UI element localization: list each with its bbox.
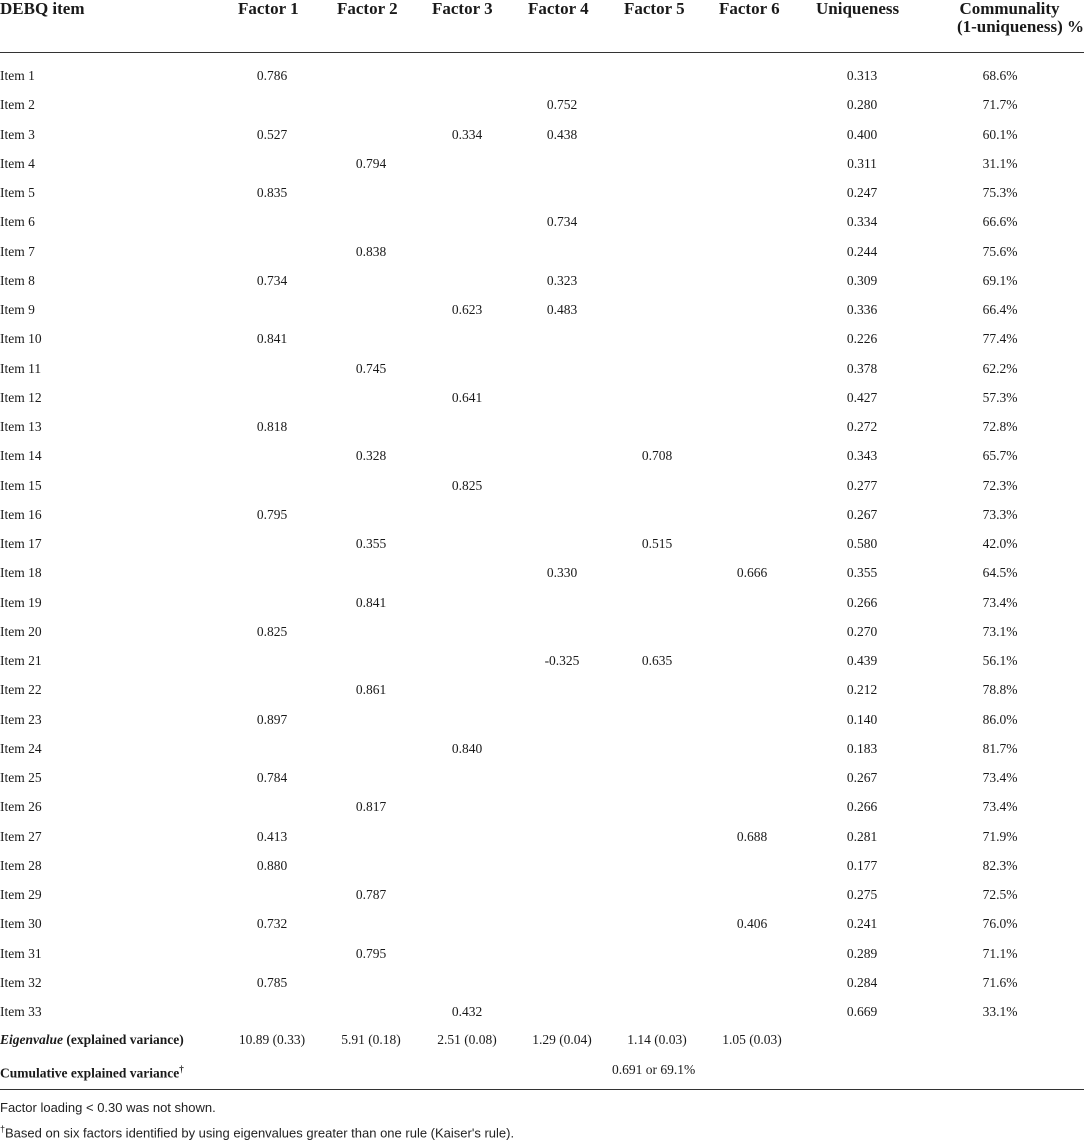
row-item-label: Item 8 — [0, 272, 35, 288]
communality-cell: 65.7% — [982, 448, 1018, 464]
table-row — [0, 909, 1084, 938]
table-row — [0, 295, 1084, 324]
table-row — [0, 149, 1084, 178]
eigenvalue-f5: 1.14 (0.03) — [627, 1032, 687, 1048]
communality-cell: 73.4% — [982, 770, 1018, 785]
loading-cell: 0.825 — [451, 477, 483, 493]
header-communality — [935, 0, 1084, 36]
table-row — [0, 939, 1084, 968]
uniqueness-cell: 0.280 — [846, 97, 878, 113]
footnote-2: †Based on six factors identified by using eigenvalues greater than one rule (Kaiser's rule). — [0, 1123, 515, 1140]
loading-cell: 0.825 — [256, 623, 288, 639]
loading-cell: 0.838 — [355, 243, 387, 259]
row-item-label: Item 27 — [0, 828, 42, 844]
communality-cell: 73.4% — [982, 594, 1018, 610]
loading-cell: 0.666 — [736, 565, 768, 581]
loading-cell: 0.355 — [355, 536, 387, 551]
uniqueness-cell: 0.309 — [846, 272, 878, 288]
eigenvalue-row — [0, 1025, 1084, 1054]
communality-cell: 71.1% — [982, 945, 1018, 961]
row-item-label: Item 23 — [0, 711, 42, 727]
table-row — [0, 120, 1084, 149]
eigenvalue-label: Eigenvalue (explained variance) — [0, 1032, 184, 1048]
uniqueness-cell: 0.284 — [846, 974, 878, 990]
communality-cell: 56.1% — [982, 653, 1018, 668]
communality-cell: 75.3% — [982, 185, 1018, 200]
header-factor-5: Factor 5 — [624, 0, 685, 18]
table-row — [0, 266, 1084, 295]
loading-cell: 0.334 — [451, 126, 483, 142]
cumulative-value: 0.691 or 69.1% — [612, 1061, 696, 1077]
loading-cell: 0.841 — [355, 594, 387, 610]
communality-cell: 77.4% — [982, 331, 1018, 347]
loading-cell: 0.406 — [736, 916, 768, 932]
footnote-1: Factor loading < 0.30 was not shown. — [0, 1099, 216, 1115]
row-item-label: Item 10 — [0, 331, 42, 347]
table-row — [0, 412, 1084, 441]
table-header — [0, 0, 1084, 53]
table-row — [0, 354, 1084, 383]
uniqueness-cell: 0.400 — [846, 126, 878, 142]
loading-cell: 0.413 — [256, 828, 288, 844]
loading-cell: 0.787 — [355, 887, 387, 902]
uniqueness-cell: 0.277 — [846, 477, 878, 493]
loading-cell: 0.794 — [355, 155, 387, 171]
cumulative-row — [0, 1055, 1084, 1084]
loading-cell: 0.861 — [355, 682, 387, 698]
eigenvalue-f4: 1.29 (0.04) — [532, 1032, 592, 1048]
uniqueness-cell: 0.267 — [846, 506, 878, 522]
eigenvalue-f2: 5.91 (0.18) — [341, 1032, 401, 1048]
table-row — [0, 646, 1084, 675]
communality-cell: 73.3% — [982, 506, 1018, 522]
table-row — [0, 792, 1084, 821]
loading-cell: 0.840 — [451, 740, 483, 756]
communality-cell: 71.9% — [982, 828, 1018, 844]
communality-cell: 81.7% — [982, 740, 1018, 756]
row-item-label: Item 12 — [0, 389, 42, 405]
eigenvalue-f6: 1.05 (0.03) — [722, 1032, 782, 1048]
header-uniqueness: Uniqueness — [816, 0, 900, 18]
row-item-label: Item 28 — [0, 857, 42, 873]
loading-cell: 0.752 — [546, 97, 578, 113]
table-row — [0, 471, 1084, 500]
table-row — [0, 237, 1084, 266]
uniqueness-cell: 0.334 — [846, 214, 878, 230]
row-item-label: Item 21 — [0, 653, 42, 668]
table-row — [0, 851, 1084, 880]
table-row — [0, 90, 1084, 119]
communality-cell: 73.4% — [982, 799, 1018, 815]
loading-cell: 0.328 — [355, 448, 387, 464]
uniqueness-cell: 0.281 — [846, 828, 878, 844]
loading-cell: 0.784 — [256, 770, 288, 785]
header-factor-6: Factor 6 — [719, 0, 780, 18]
row-item-label: Item 14 — [0, 448, 42, 464]
table-row — [0, 997, 1084, 1026]
uniqueness-cell: 0.427 — [846, 389, 878, 405]
uniqueness-cell: 0.212 — [846, 682, 878, 698]
loading-cell: 0.734 — [546, 214, 578, 230]
row-item-label: Item 4 — [0, 155, 35, 171]
header-factor-4: Factor 4 — [528, 0, 589, 18]
communality-cell: 72.5% — [982, 887, 1018, 902]
loading-cell: 0.745 — [355, 360, 387, 376]
table-row — [0, 675, 1084, 704]
uniqueness-cell: 0.439 — [846, 653, 878, 668]
table-row — [0, 324, 1084, 353]
uniqueness-cell: 0.669 — [846, 1004, 878, 1019]
communality-cell: 66.4% — [982, 302, 1018, 317]
uniqueness-cell: 0.313 — [846, 68, 878, 83]
uniqueness-cell: 0.244 — [846, 243, 878, 259]
row-item-label: Item 3 — [0, 126, 35, 142]
header-item: DEBQ item — [0, 0, 85, 18]
table-bottom-rule — [0, 1089, 1084, 1090]
communality-cell: 82.3% — [982, 857, 1018, 873]
loading-cell: 0.795 — [355, 945, 387, 961]
communality-cell: 78.8% — [982, 682, 1018, 698]
header-factor-1: Factor 1 — [238, 0, 299, 18]
row-item-label: Item 13 — [0, 419, 42, 434]
eigenvalue-f1: 10.89 (0.33) — [238, 1032, 306, 1048]
loading-cell: 0.688 — [736, 828, 768, 844]
header-factor-3: Factor 3 — [432, 0, 493, 18]
uniqueness-cell: 0.183 — [846, 740, 878, 756]
table-row — [0, 529, 1084, 558]
loading-cell: 0.817 — [355, 799, 387, 815]
loading-cell: 0.438 — [546, 126, 578, 142]
row-item-label: Item 19 — [0, 594, 42, 610]
loading-cell: 0.483 — [546, 302, 578, 317]
communality-cell: 31.1% — [982, 155, 1018, 171]
communality-cell: 72.3% — [982, 477, 1018, 493]
communality-cell: 57.3% — [982, 389, 1018, 405]
uniqueness-cell: 0.241 — [846, 916, 878, 932]
table-row — [0, 734, 1084, 763]
row-item-label: Item 11 — [0, 360, 42, 376]
table-row — [0, 178, 1084, 207]
table-row — [0, 617, 1084, 646]
uniqueness-cell: 0.267 — [846, 770, 878, 785]
row-item-label: Item 6 — [0, 214, 35, 230]
loading-cell: 0.330 — [546, 565, 578, 581]
uniqueness-cell: 0.272 — [846, 419, 878, 434]
loading-cell: 0.515 — [641, 536, 673, 551]
communality-cell: 60.1% — [982, 126, 1018, 142]
loading-cell: 0.897 — [256, 711, 288, 727]
loading-cell: 0.785 — [256, 974, 288, 990]
uniqueness-cell: 0.226 — [846, 331, 878, 347]
table-row — [0, 441, 1084, 470]
row-item-label: Item 9 — [0, 302, 35, 317]
eigenvalue-f3: 2.51 (0.08) — [437, 1032, 497, 1048]
row-item-label: Item 18 — [0, 565, 42, 581]
uniqueness-cell: 0.289 — [846, 945, 878, 961]
communality-cell: 86.0% — [982, 711, 1018, 727]
header-communality-line1: Communality — [959, 0, 1060, 18]
loading-cell: 0.786 — [256, 68, 288, 83]
header-communality-line2: (1-uniqueness) % — [956, 17, 1084, 36]
communality-cell: 73.1% — [982, 623, 1018, 639]
communality-cell: 71.6% — [982, 974, 1018, 990]
row-item-label: Item 20 — [0, 623, 42, 639]
row-item-label: Item 15 — [0, 477, 42, 493]
uniqueness-cell: 0.266 — [846, 594, 878, 610]
loading-cell: 0.880 — [256, 857, 288, 873]
uniqueness-cell: 0.177 — [846, 857, 878, 873]
communality-cell: 42.0% — [982, 536, 1018, 551]
uniqueness-cell: 0.580 — [846, 536, 878, 551]
uniqueness-cell: 0.336 — [846, 302, 878, 317]
row-item-label: Item 2 — [0, 97, 35, 113]
uniqueness-cell: 0.247 — [846, 185, 878, 200]
loading-cell: -0.325 — [544, 653, 580, 668]
row-item-label: Item 25 — [0, 770, 42, 785]
table-row — [0, 588, 1084, 617]
table-row — [0, 705, 1084, 734]
table-row — [0, 822, 1084, 851]
row-item-label: Item 1 — [0, 68, 35, 83]
table-row — [0, 207, 1084, 236]
table-row — [0, 763, 1084, 792]
uniqueness-cell: 0.355 — [846, 565, 878, 581]
loading-cell: 0.623 — [451, 302, 483, 317]
row-item-label: Item 5 — [0, 185, 35, 200]
table-row — [0, 880, 1084, 909]
loading-cell: 0.635 — [641, 653, 673, 668]
communality-cell: 76.0% — [982, 916, 1018, 932]
loading-cell: 0.641 — [451, 389, 483, 405]
row-item-label: Item 29 — [0, 887, 42, 902]
loading-cell: 0.818 — [256, 419, 288, 434]
loading-cell: 0.835 — [256, 185, 288, 200]
communality-cell: 62.2% — [982, 360, 1018, 376]
communality-cell: 33.1% — [982, 1004, 1018, 1019]
communality-cell: 69.1% — [982, 272, 1018, 288]
loading-cell: 0.841 — [256, 331, 288, 347]
uniqueness-cell: 0.275 — [846, 887, 878, 902]
communality-cell: 71.7% — [982, 97, 1018, 113]
loading-cell: 0.323 — [546, 272, 578, 288]
header-factor-2: Factor 2 — [337, 0, 398, 18]
loading-cell: 0.795 — [256, 506, 288, 522]
row-item-label: Item 16 — [0, 506, 42, 522]
loading-cell: 0.734 — [256, 272, 288, 288]
table-row — [0, 383, 1084, 412]
row-item-label: Item 22 — [0, 682, 42, 698]
communality-cell: 75.6% — [982, 243, 1018, 259]
uniqueness-cell: 0.270 — [846, 623, 878, 639]
table-row — [0, 968, 1084, 997]
loading-cell: 0.432 — [451, 1004, 483, 1019]
row-item-label: Item 17 — [0, 536, 42, 551]
communality-cell: 72.8% — [982, 419, 1018, 434]
uniqueness-cell: 0.378 — [846, 360, 878, 376]
row-item-label: Item 33 — [0, 1004, 42, 1019]
table-row — [0, 500, 1084, 529]
uniqueness-cell: 0.311 — [847, 155, 877, 171]
row-item-label: Item 7 — [0, 243, 35, 259]
row-item-label: Item 30 — [0, 916, 42, 932]
communality-cell: 66.6% — [982, 214, 1018, 230]
row-item-label: Item 24 — [0, 740, 42, 756]
uniqueness-cell: 0.266 — [846, 799, 878, 815]
row-item-label: Item 26 — [0, 799, 42, 815]
uniqueness-cell: 0.343 — [846, 448, 878, 464]
row-item-label: Item 31 — [0, 945, 42, 961]
loading-cell: 0.527 — [256, 126, 288, 142]
cumulative-label: Cumulative explained variance† — [0, 1063, 184, 1080]
loading-cell: 0.708 — [641, 448, 673, 464]
table-row — [0, 61, 1084, 90]
communality-cell: 68.6% — [982, 68, 1018, 83]
loading-cell: 0.732 — [256, 916, 288, 932]
row-item-label: Item 32 — [0, 974, 42, 990]
table-row — [0, 558, 1084, 587]
communality-cell: 64.5% — [982, 565, 1018, 581]
uniqueness-cell: 0.140 — [846, 711, 878, 727]
